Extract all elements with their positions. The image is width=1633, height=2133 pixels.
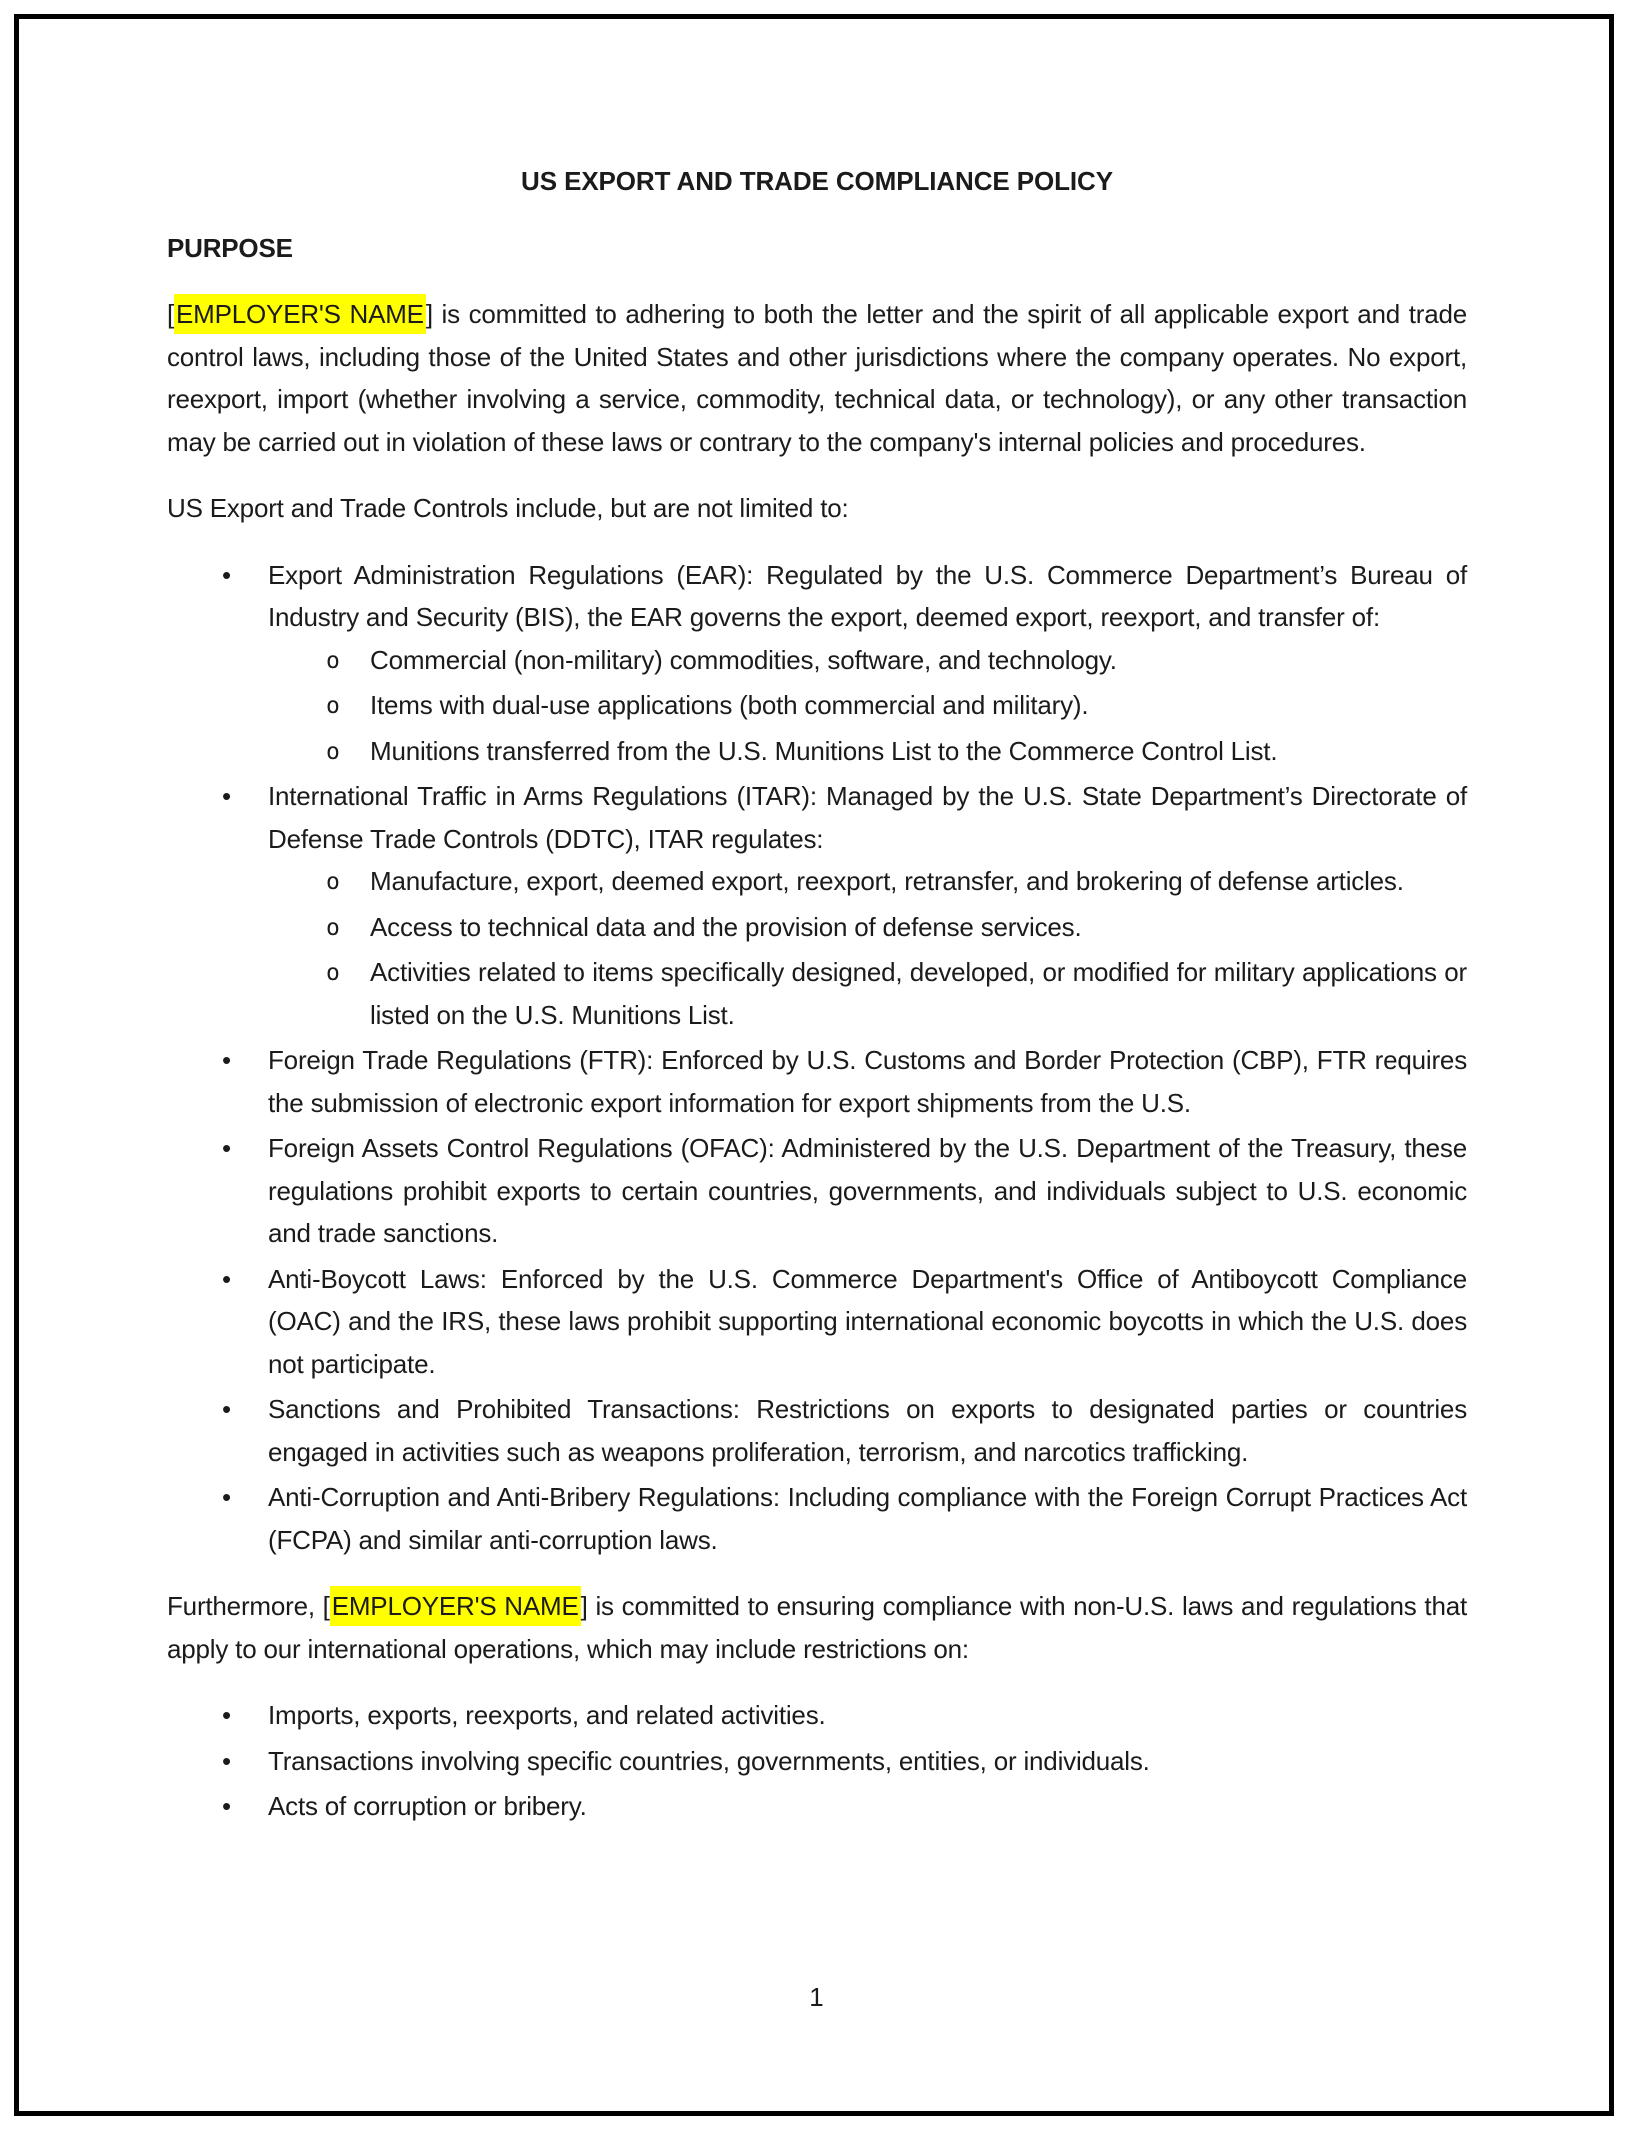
bracket-open: [	[167, 299, 175, 329]
sub-list-item	[268, 730, 1467, 773]
list-item-ear	[167, 554, 1467, 773]
bullet-icon: •	[222, 1045, 231, 1075]
document-body	[167, 160, 1467, 1852]
controls-list	[167, 554, 1467, 1562]
circle-bullet-icon: o	[326, 960, 340, 986]
list-item-text: Sanctions and Prohibited Transactions: Restrictions on exports to designated parties or countries engaged in activities such as weapons proliferation, terrorism, and narcotics trafficking.	[268, 1394, 1467, 1467]
sub-list-item	[268, 860, 1467, 903]
sub-list-item-text: Activities related to items specifically designed, developed, or modified for military applications or listed on the U.S. Munitions List.	[370, 957, 1467, 1030]
controls-intro-paragraph: US Export and Trade Controls include, but are not limited to:	[167, 493, 849, 523]
furthermore-prefix: Furthermore, [	[167, 1591, 330, 1621]
sub-list-item	[268, 684, 1467, 727]
sub-list-item-text: Access to technical data and the provision of defense services.	[370, 911, 1082, 942]
list-item-text: Imports, exports, reexports, and related activities.	[268, 1700, 826, 1730]
sub-list-item-text: Munitions transferred from the U.S. Munitions List to the Commerce Control List.	[370, 735, 1278, 766]
employer-name-placeholder: EMPLOYER'S NAME	[174, 294, 426, 334]
bullet-icon: •	[222, 1482, 231, 1512]
list-item-ofac	[167, 1127, 1467, 1255]
list-item-text: Transactions involving specific countries, governments, entities, or individuals.	[268, 1745, 1150, 1776]
circle-bullet-icon: o	[326, 869, 340, 895]
sub-list-item-text: Items with dual-use applications (both commercial and military).	[370, 690, 1089, 720]
list-item-text: Anti-Corruption and Anti-Bribery Regulations: Including compliance with the Foreign Corrupt Practices Act (FCPA) and similar anti-corruption laws.	[268, 1482, 1467, 1555]
list-item-anti-boycott	[167, 1258, 1467, 1386]
bullet-icon: •	[222, 1263, 231, 1294]
page-number: 1	[809, 1982, 824, 2012]
sub-list-item	[268, 951, 1467, 1036]
furthermore-text: ] is committed to ensuring compliance with non-U.S. laws and regulations that apply to our international operations, which may include restrictions on:	[167, 1591, 1467, 1664]
ear-sub-list	[268, 639, 1467, 773]
list-item-transactions	[167, 1740, 1467, 1783]
bullet-icon: •	[222, 1791, 231, 1821]
bullet-icon: •	[222, 1745, 231, 1776]
list-item-acts	[167, 1785, 1467, 1828]
list-item-text: Acts of corruption or bribery.	[268, 1791, 587, 1821]
circle-bullet-icon: o	[326, 647, 340, 674]
list-item-imports	[167, 1694, 1467, 1737]
sub-list-item	[268, 639, 1467, 682]
bullet-icon: •	[222, 559, 231, 590]
purpose-heading: PURPOSE	[167, 232, 293, 263]
itar-sub-list	[268, 860, 1467, 1036]
furthermore-paragraph	[167, 1585, 1467, 1670]
list-item-ftr	[167, 1039, 1467, 1124]
bullet-icon: •	[222, 1133, 231, 1163]
purpose-intro-text: ] is committed to adhering to both the letter and the spirit of all applicable export and trade control laws, including those of the United States and other jurisdictions where the company operates. No export, reexport, import (whether involving a service, commodity, technical data, or technology), or any other transaction may be carried out in violation of these laws or contrary to the company's internal policies and procedures.	[167, 299, 1467, 457]
circle-bullet-icon: o	[326, 693, 340, 719]
circle-bullet-icon: o	[326, 914, 340, 941]
bullet-icon: •	[222, 781, 231, 811]
list-item-text: Anti-Boycott Laws: Enforced by the U.S. Commerce Department's Office of Antiboycott Compliance (OAC) and the IRS, these laws prohibit supporting international economic boycotts in which the U.S. does not participate.	[268, 1263, 1467, 1379]
sub-list-item-text: Manufacture, export, deemed export, reexport, retransfer, and brokering of defense articles.	[370, 866, 1404, 896]
list-item-sanctions	[167, 1388, 1467, 1473]
international-list	[167, 1694, 1467, 1828]
circle-bullet-icon: o	[326, 738, 340, 765]
sub-list-item	[268, 906, 1467, 949]
document-title: US EXPORT AND TRADE COMPLIANCE POLICY	[521, 166, 1113, 196]
list-item-text: Foreign Trade Regulations (FTR): Enforced by U.S. Customs and Border Protection (CBP), FTR requires the submission of electronic export information for export shipments from the U.S.	[268, 1045, 1467, 1118]
purpose-intro-paragraph	[167, 293, 1467, 463]
list-item-itar	[167, 775, 1467, 1036]
employer-name-placeholder: EMPLOYER'S NAME	[330, 1586, 581, 1626]
list-item-anti-corruption	[167, 1476, 1467, 1561]
list-item-text: Foreign Assets Control Regulations (OFAC): Administered by the U.S. Department of the Treasury, these regulations prohibit exports to certain countries, governments, and individuals subject to U.S. economic and trade sanctions.	[268, 1133, 1467, 1248]
list-item-text: Export Administration Regulations (EAR): Regulated by the U.S. Commerce Department’s Bureau of Industry and Security (BIS), the EAR governs the export, deemed export, reexport, and transfer of:	[268, 559, 1467, 632]
bullet-icon: •	[222, 1700, 231, 1730]
bullet-icon: •	[222, 1394, 231, 1424]
sub-list-item-text: Commercial (non-military) commodities, software, and technology.	[370, 644, 1117, 675]
list-item-text: International Traffic in Arms Regulations (ITAR): Managed by the U.S. State Department’s Directorate of Defense Trade Controls (DDTC), ITAR regulates:	[268, 781, 1467, 854]
